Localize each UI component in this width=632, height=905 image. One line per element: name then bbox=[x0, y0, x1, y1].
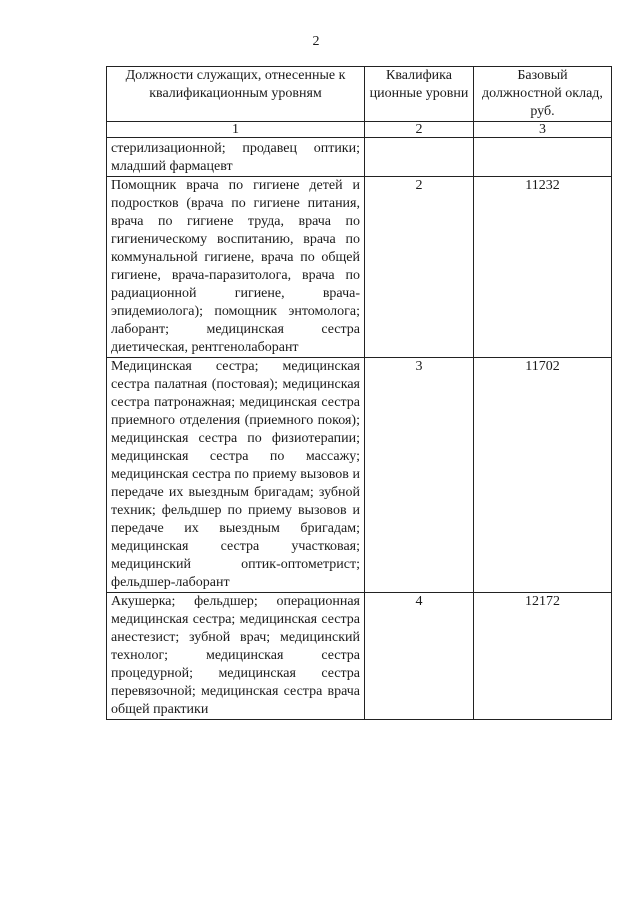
salary-cell: 11232 bbox=[474, 177, 612, 358]
column-number: 2 bbox=[365, 122, 474, 138]
positions-cell: Помощник врача по гигиене детей и подростков (врача по гигиене питания, врача по гигиене труда, врача по гигиеническому воспитанию, врача по коммунальной гигиене, врача по общей гигиене, врача-паразитолога, врача по радиационной гигиене, врача-эпидемиолога); помощник энтомолога; лаборант; медицинская сестра диетическая, рентгенолаборант bbox=[107, 177, 365, 358]
header-level: Квалифика ционные уровни bbox=[365, 67, 474, 122]
table-row bbox=[107, 358, 612, 593]
table-row bbox=[107, 593, 612, 720]
salary-cell bbox=[474, 138, 612, 177]
level-cell: 3 bbox=[365, 358, 474, 593]
level-cell bbox=[365, 138, 474, 177]
column-number: 1 bbox=[107, 122, 365, 138]
salary-cell: 11702 bbox=[474, 358, 612, 593]
salary-cell: 12172 bbox=[474, 593, 612, 720]
column-number-row bbox=[107, 122, 612, 138]
level-cell: 2 bbox=[365, 177, 474, 358]
positions-cell: стерилизационной; продавец оптики; младший фармацевт bbox=[107, 138, 365, 177]
header-salary: Базовый должностной оклад, руб. bbox=[474, 67, 612, 122]
table-row bbox=[107, 138, 612, 177]
table-row bbox=[107, 177, 612, 358]
table-header-row bbox=[107, 67, 612, 122]
qualification-table bbox=[106, 66, 612, 720]
page-number: 2 bbox=[312, 34, 320, 49]
column-number: 3 bbox=[474, 122, 612, 138]
positions-cell: Акушерка; фельдшер; операционная медицинская сестра; медицинская сестра анестезист; зубной врач; медицинский технолог; медицинская сестра процедурной; медицинская сестра перевязочной; медицинская сестра врача общей практики bbox=[107, 593, 365, 720]
positions-cell: Медицинская сестра; медицинская сестра палатная (постовая); медицинская сестра патронажная; медицинская сестра приемного отделения (приемного покоя); медицинская сестра по физиотерапии; медицинская сестра по массажу; медицинская сестра по приему вызовов и передаче их выездным бригадам; зубной техник; фельдшер по приему вызовов и передаче их выездным бригадам; медицинская сестра участковая; медицинский оптик-оптометрист; фельдшер-лаборант bbox=[107, 358, 365, 593]
level-cell: 4 bbox=[365, 593, 474, 720]
header-positions: Должности служащих, отнесенные к квалификационным уровням bbox=[107, 67, 365, 122]
